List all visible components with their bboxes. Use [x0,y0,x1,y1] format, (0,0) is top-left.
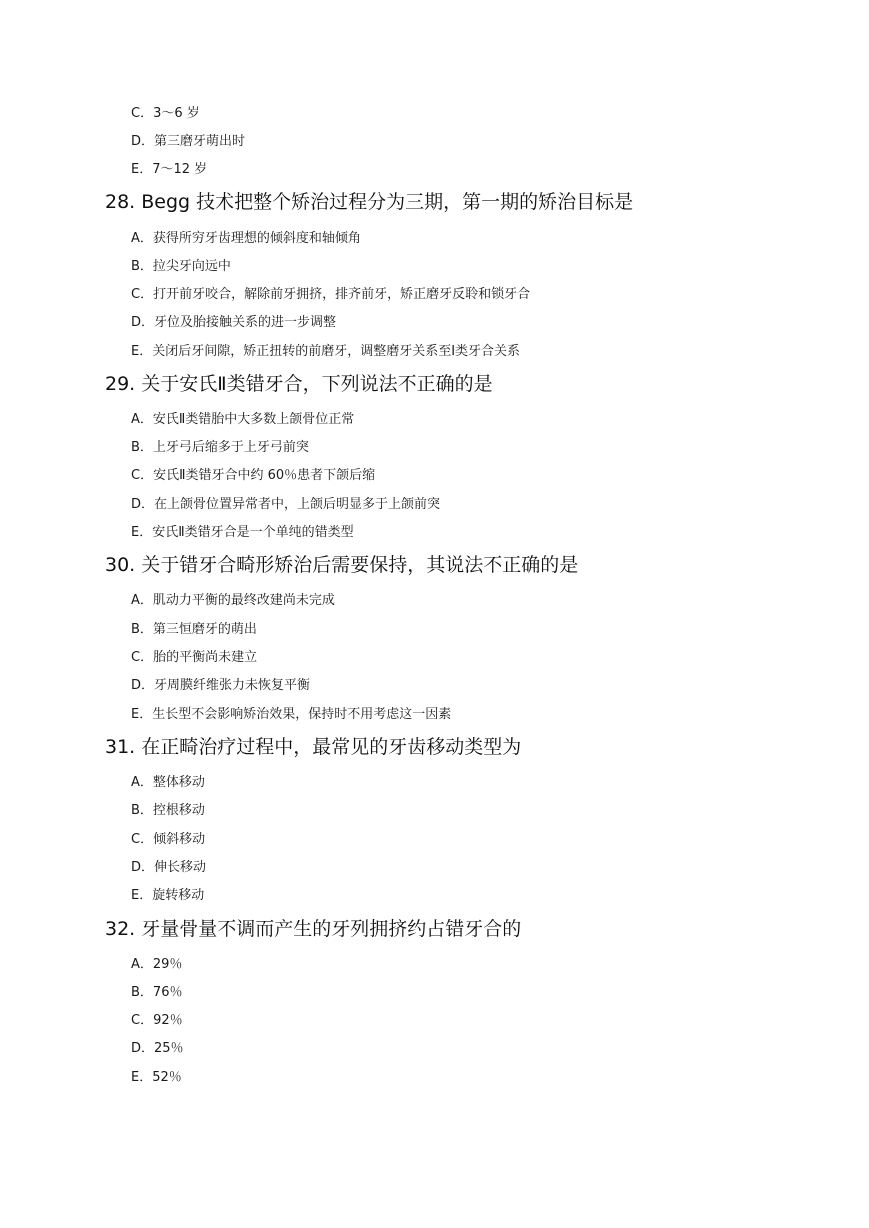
question-28-option-d: D．牙位及胎接触关系的进一步调整 [131,315,337,330]
option-e: E．7～12 岁 [131,162,208,177]
question-32-option-c: C．92％ [131,1013,183,1028]
question-32-stem: 32. 牙量骨量不调而产生的牙列拥挤约占错牙合的 [105,918,522,940]
question-31-option-a: A．整体移动 [131,775,205,790]
question-30-option-a: A．肌动力平衡的最终改建尚未完成 [131,593,335,608]
question-31-stem: 31. 在正畸治疗过程中，最常见的牙齿移动类型为 [105,736,522,758]
question-28-option-e: E．关闭后牙间隙，矫正扭转的前磨牙，调整磨牙关系至Ⅰ类牙合关系 [131,344,521,359]
question-30-option-d: D．牙周膜纤维张力未恢复平衡 [131,678,311,693]
question-32-option-b: B．76％ [131,985,183,1000]
question-29-option-c: C．安氏Ⅱ类错牙合中约 60％患者下颌后缩 [131,468,376,483]
question-31-option-d: D．伸长移动 [131,860,207,875]
question-31-option-b: B．控根移动 [131,803,205,818]
question-32-option-e: E．52％ [131,1070,182,1085]
question-29-option-b: B．上牙弓后缩多于上牙弓前突 [131,440,309,455]
question-30-option-e: E．生长型不会影响矫治效果，保持时不用考虑这一因素 [131,707,452,722]
question-29-option-d: D．在上颌骨位置异常者中，上颌后明显多于上颌前突 [131,497,441,512]
question-29-option-a: A．安氏Ⅱ类错胎中大多数上颌骨位正常 [131,412,355,427]
question-32-option-d: D．25％ [131,1041,184,1056]
question-28-option-c: C．打开前牙咬合，解除前牙拥挤，排齐前牙，矫正磨牙反聆和锁牙合 [131,287,531,302]
question-32-option-a: A．29％ [131,957,183,972]
question-28-option-b: B．拉尖牙向远中 [131,259,231,274]
question-28-stem: 28. Begg 技术把整个矫治过程分为三期，第一期的矫治目标是 [105,191,634,213]
question-29-option-e: E．安氏Ⅱ类错牙合是一个单纯的错类型 [131,525,354,540]
option-d: D．第三磨牙萌出时 [131,134,246,149]
question-31-option-c: C．倾斜移动 [131,832,206,847]
question-30-option-b: B．第三恒磨牙的萌出 [131,622,257,637]
question-31-option-e: E．旋转移动 [131,888,205,903]
option-c: C．3～6 岁 [131,106,200,121]
question-30-stem: 30. 关于错牙合畸形矫治后需要保持，其说法不正确的是 [105,554,579,576]
question-29-stem: 29. 关于安氏Ⅱ类错牙合，下列说法不正确的是 [105,373,493,395]
question-30-option-c: C．胎的平衡尚未建立 [131,650,258,665]
question-28-option-a: A．获得所穷牙齿理想的倾斜度和轴倾角 [131,231,361,246]
